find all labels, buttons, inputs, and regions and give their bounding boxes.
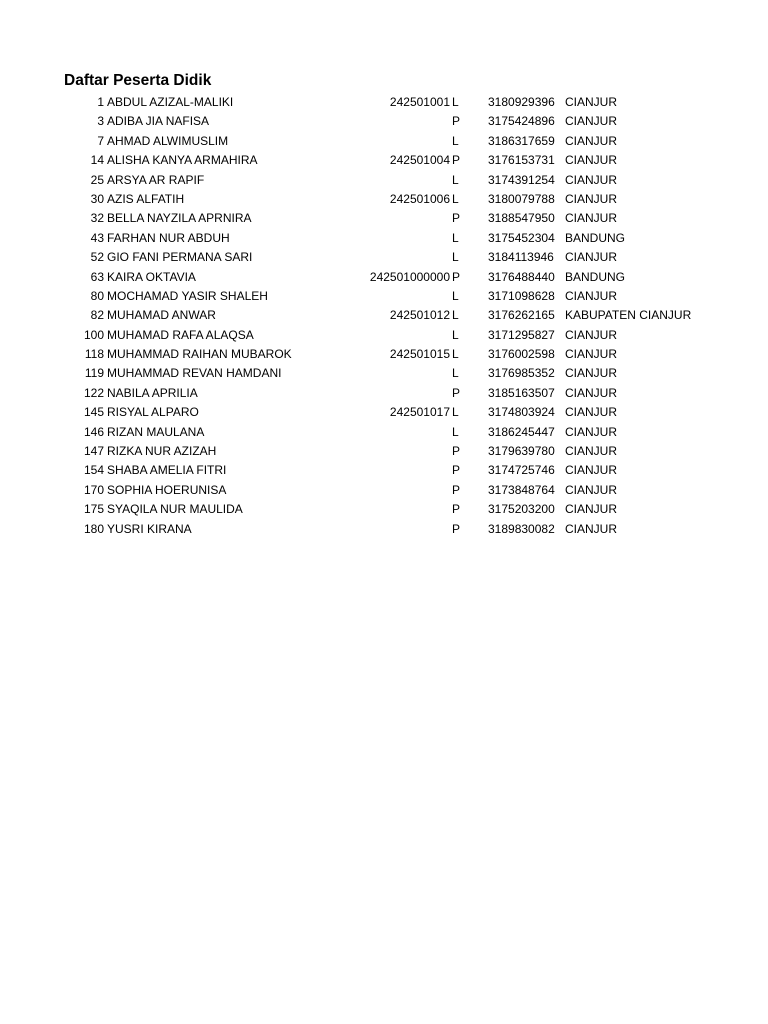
table-row	[0, 520, 768, 539]
student-name: ALISHA KANYA ARMAHIRA	[107, 153, 258, 168]
row-number: 30	[90, 191, 104, 206]
student-gender: L	[452, 250, 459, 265]
student-nis: 242501000000	[369, 269, 450, 284]
row-number: 25	[90, 172, 104, 187]
student-name: AHMAD ALWIMUSLIM	[107, 133, 229, 148]
student-gender: L	[452, 308, 459, 323]
student-nisn: 3171098628	[488, 288, 555, 303]
row-number: 154	[83, 463, 104, 478]
row-number: 63	[90, 269, 104, 284]
student-name: ABDUL AZIZAL-MALIKI	[107, 95, 234, 109]
student-city: CIANJUR	[565, 424, 618, 439]
student-city: CIANJUR	[565, 191, 618, 206]
student-name: ARSYA AR RAPIF	[107, 172, 205, 187]
row-number: 7	[97, 133, 104, 148]
page-title: Daftar Peserta Didik	[64, 72, 212, 89]
student-gender: P	[452, 385, 461, 400]
table-row	[0, 442, 768, 461]
student-city: CIANJUR	[565, 366, 618, 381]
row-number: 146	[83, 424, 104, 439]
student-gender: P	[452, 153, 461, 168]
row-number: 43	[90, 230, 104, 245]
student-name: ADIBA JIA NAFISA	[107, 114, 210, 129]
student-city: KABUPATEN CIANJUR	[565, 308, 692, 323]
student-city: CIANJUR	[565, 347, 618, 362]
student-nis: 242501017	[389, 405, 450, 420]
student-gender: P	[452, 521, 461, 536]
student-city: BANDUNG	[565, 230, 626, 245]
student-nisn: 3184113946	[488, 250, 554, 265]
student-nisn: 3175452304	[488, 230, 555, 245]
student-city: CIANJUR	[565, 133, 618, 148]
student-name: MOCHAMAD YASIR SHALEH	[107, 288, 268, 303]
row-number: 147	[83, 444, 104, 459]
student-name: GIO FANI PERMANA SARI	[107, 250, 253, 265]
student-gender: L	[452, 347, 459, 362]
student-gender: P	[452, 211, 461, 226]
student-city: CIANJUR	[565, 385, 618, 400]
student-gender: P	[452, 463, 461, 478]
row-number: 3	[97, 114, 104, 129]
row-number: 52	[90, 250, 104, 265]
student-gender: L	[452, 405, 459, 420]
student-name: BELLA NAYZILA APRNIRA	[107, 211, 252, 226]
row-number: 170	[83, 482, 104, 497]
student-city: CIANJUR	[565, 521, 618, 536]
student-nis: 242501012	[389, 308, 450, 323]
student-nisn: 3188547950	[488, 211, 555, 226]
student-city: CIANJUR	[565, 444, 618, 459]
student-gender: L	[452, 191, 459, 206]
row-number: 32	[90, 211, 104, 226]
student-gender: P	[452, 444, 461, 459]
student-gender: L	[452, 95, 459, 109]
student-city: BANDUNG	[565, 269, 626, 284]
student-name: NABILA APRILIA	[107, 385, 198, 400]
table-row	[0, 364, 768, 383]
table-row	[0, 326, 768, 345]
table-row	[0, 268, 768, 287]
student-nisn: 3180929396	[488, 95, 555, 109]
table-row	[0, 112, 768, 131]
student-gender: P	[452, 114, 461, 129]
student-city: CIANJUR	[565, 153, 618, 168]
student-gender: P	[452, 502, 461, 517]
student-nisn: 3176985352	[488, 366, 555, 381]
student-city: CIANJUR	[565, 288, 618, 303]
student-gender: L	[452, 366, 459, 381]
table-row	[0, 403, 768, 422]
student-nisn: 3174391254	[488, 172, 555, 187]
table-row	[0, 500, 768, 519]
student-city: CIANJUR	[565, 95, 618, 109]
student-city: CIANJUR	[565, 502, 618, 517]
student-name: SYAQILA NUR MAULIDA	[107, 502, 243, 517]
student-city: CIANJUR	[565, 172, 618, 187]
row-number: 122	[83, 385, 104, 400]
student-nisn: 3185163507	[488, 385, 555, 400]
student-name: MUHAMMAD REVAN HAMDANI	[107, 366, 282, 381]
student-nis: 242501006	[389, 191, 450, 206]
table-row	[0, 481, 768, 500]
student-nisn: 3174725746	[488, 463, 555, 478]
row-number: 145	[83, 405, 104, 420]
table-row	[0, 93, 768, 112]
student-nisn: 3176002598	[488, 347, 555, 362]
table-row	[0, 287, 768, 306]
student-nisn: 3175424896	[488, 114, 555, 129]
student-name: RIZAN MAULANA	[107, 424, 205, 439]
student-gender: L	[452, 288, 459, 303]
table-row	[0, 384, 768, 403]
student-nisn: 3180079788	[488, 191, 555, 206]
student-nisn: 3179639780	[488, 444, 555, 459]
table-row	[0, 151, 768, 170]
table-row	[0, 132, 768, 151]
student-name: AZIS ALFATIH	[107, 191, 185, 206]
student-gender: L	[452, 133, 459, 148]
student-nisn: 3189830082	[488, 521, 555, 536]
student-name: MUHAMMAD RAIHAN MUBAROK	[107, 347, 292, 362]
student-gender: L	[452, 327, 459, 342]
row-number: 100	[83, 327, 104, 342]
student-name: MUHAMAD RAFA ALAQSA	[107, 327, 254, 342]
table-row	[0, 171, 768, 190]
student-nis: 242501001	[389, 95, 450, 109]
student-name: YUSRI KIRANA	[107, 521, 192, 536]
row-number: 175	[83, 502, 104, 517]
student-city: CIANJUR	[565, 463, 618, 478]
row-number: 180	[83, 521, 104, 536]
student-city: CIANJUR	[565, 114, 618, 129]
student-nisn: 3174803924	[488, 405, 555, 420]
student-gender: L	[452, 230, 459, 245]
student-nis: 242501015	[389, 347, 450, 362]
student-gender: P	[452, 482, 461, 497]
student-city: CIANJUR	[565, 405, 618, 420]
student-name: RIZKA NUR AZIZAH	[107, 444, 217, 459]
table-row	[0, 423, 768, 442]
student-nisn: 3171295827	[488, 327, 555, 342]
row-number: 1	[97, 95, 104, 109]
row-number: 119	[84, 366, 104, 381]
row-number: 82	[90, 308, 104, 323]
student-gender: L	[452, 172, 459, 187]
student-gender: P	[452, 269, 461, 284]
student-nisn: 3176153731	[488, 153, 555, 168]
student-city: CIANJUR	[565, 250, 618, 265]
student-name: MUHAMAD ANWAR	[107, 308, 216, 323]
student-name: SOPHIA HOERUNISA	[107, 482, 227, 497]
student-city: CIANJUR	[565, 327, 618, 342]
table-row	[0, 209, 768, 228]
row-number: 118	[84, 347, 104, 362]
student-nisn: 3176488440	[488, 269, 555, 284]
student-nisn: 3176262165	[488, 308, 555, 323]
student-nisn: 3186317659	[488, 133, 555, 148]
student-nisn: 3186245447	[488, 424, 555, 439]
table-row	[0, 229, 768, 248]
table-row	[0, 345, 768, 364]
row-number: 80	[90, 288, 104, 303]
table-row	[0, 306, 768, 325]
table-row	[0, 248, 768, 267]
student-city: CIANJUR	[565, 211, 618, 226]
student-name: SHABA AMELIA FITRI	[107, 463, 227, 478]
student-nisn: 3175203200	[488, 502, 555, 517]
row-number: 14	[90, 153, 104, 168]
student-nisn: 3173848764	[488, 482, 555, 497]
table-row	[0, 190, 768, 209]
student-table	[0, 93, 768, 539]
student-name: RISYAL ALPARO	[107, 405, 199, 420]
student-city: CIANJUR	[565, 482, 618, 497]
student-name: FARHAN NUR ABDUH	[107, 230, 230, 245]
student-gender: L	[452, 424, 459, 439]
student-nis: 242501004	[389, 153, 450, 168]
table-row	[0, 461, 768, 480]
student-name: KAIRA OKTAVIA	[107, 269, 196, 284]
